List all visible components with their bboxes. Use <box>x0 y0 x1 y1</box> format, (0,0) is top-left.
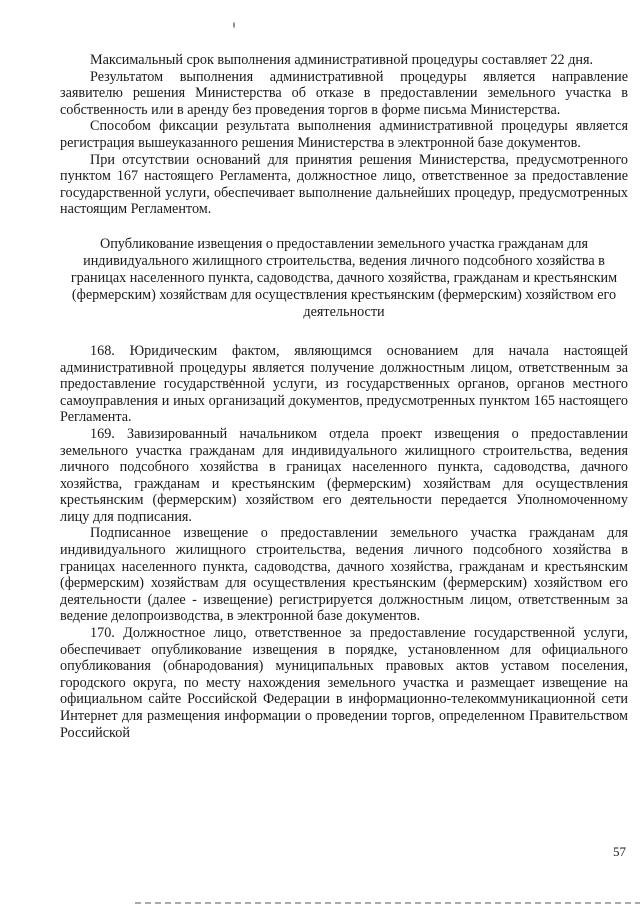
paragraph: Подписанное извещение о предоставлении земельного участка гражданам для индивидуального жилищного строительства, ведения личного подсобного хозяйства в границах населенного пункта, садоводства, дачного хозяйства, гражданам и крестьянским (фермерским) хозяйствам для осуществления крестьянским (фермерским) хозяйством его деятельности (далее - извещение) регистрируется должностным лицом, ответственным за ведение делопроизводства, в электронной базе документов. <box>60 525 628 625</box>
paragraph: Способом фиксации результата выполнения административной процедуры является регистрация вышеуказанного решения Министерства в электронной базе документов. <box>60 118 628 151</box>
document-body <box>60 52 628 741</box>
section-heading: Опубликование извещения о предоставлении земельного участка гражданам для индивидуального жилищного строительства, ведения личного подсобного хозяйства в границах населенного пункта, садоводства, дачного хозяйства, гражданам и крестьянским (фермерским) хозяйствам для осуществления крестьянским (фермерским) хозяйством его деятельности <box>70 235 618 320</box>
paragraph: Максимальный срок выполнения административной процедуры составляет 22 дня. <box>90 52 594 68</box>
page-number: 57 <box>613 844 626 859</box>
paragraph: 170. Должностное лицо, ответственное за предоставление государственной услуги, обеспечивает опубликование извещения в порядке, установленном для официального опубликования (обнародования) муниципальных правовых актов уставом поселения, городского округа, по месту нахождения земельного участка и размещает извещение на официальном сайте Российской Федерации в информационно-телекоммуникационной сети Интернет для размещения информации о проведении торгов, определенном Правительством Российской <box>60 625 628 741</box>
paragraph: 169. Завизированный начальником отдела проект извещения о предоставлении земельного участка гражданам для индивидуального жилищного строительства, ведения личного подсобного хозяйства в границах населенного пункта, садоводства, дачного хозяйства, гражданам и крестьянским (фермерским) хозяйствам для осуществления крестьянским (фермерским) хозяйством его деятельности передается Уполномоченному лицу для подписания. <box>60 425 628 525</box>
scan-mark <box>233 22 235 28</box>
scan-edge <box>135 902 640 904</box>
paragraph: Результатом выполнения административной процедуры является направление заявителю решения Министерства об отказе в предоставлении земельного участка в собственность или в аренду без проведения торгов в форме письма Министерства. <box>60 68 628 118</box>
paragraph: 168. Юридическим фактом, являющимся основанием для начала настоящей административной процедуры является получение должностным лицом, ответственным за предоставление государственной услуги, из государственных органов, органов местного самоуправления и иных организаций документов, предусмотренных пунктом 165 настоящего Регламента. <box>60 342 628 426</box>
paragraph: При отсутствии оснований для принятия решения Министерства, предусмотренного пунктом 167 настоящего Регламента, должностное лицо, ответственное за предоставление государственной услуги, обеспечивает выполнение дальнейших процедур, предусмотренных настоящим Регламентом. <box>60 151 628 218</box>
